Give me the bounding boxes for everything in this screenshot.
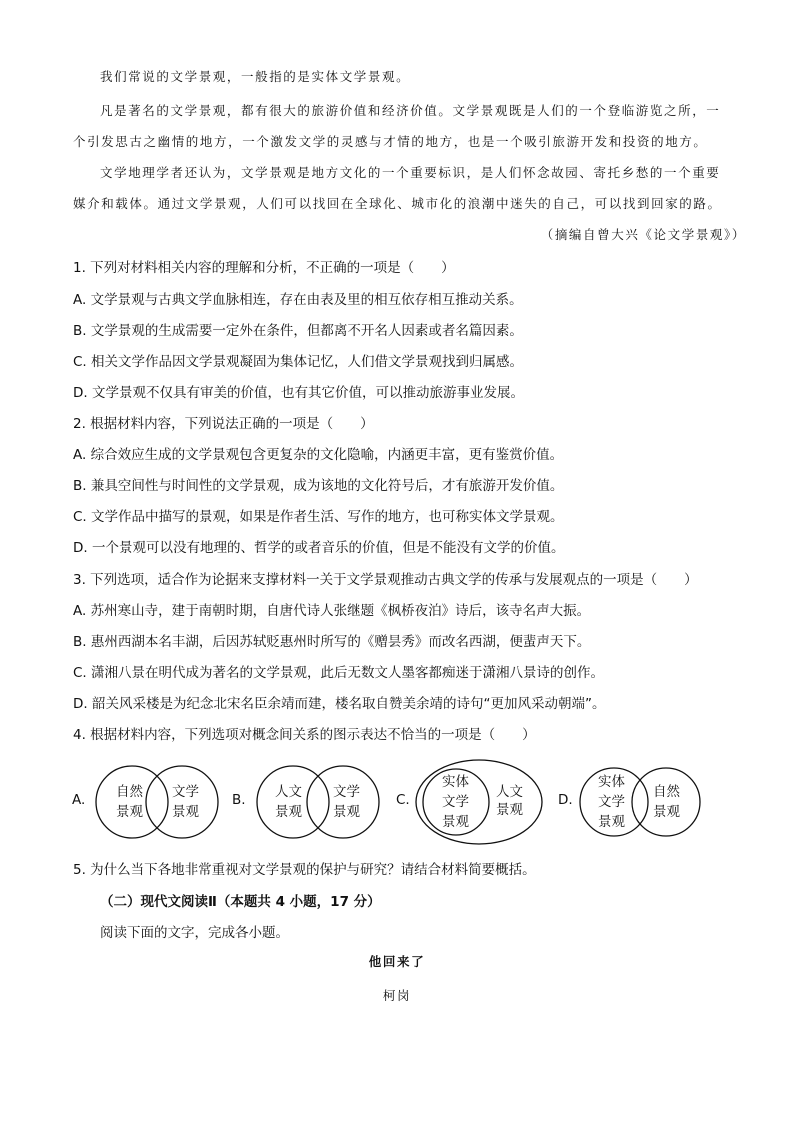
section-2-instruction: 阅读下面的文字，完成各小题。: [100, 925, 289, 941]
diagram-a-right-label-2: 景观: [172, 804, 199, 820]
diagram-b-right-circle: [307, 766, 379, 838]
question-4-stem: 4. 根据材料内容，下列选项对概念间关系的图示表达不恰当的一项是（ ）: [73, 727, 536, 743]
diagram-c-inner-label-3: 景观: [442, 814, 469, 830]
diagram-c-inner-label-2: 文学: [442, 794, 469, 810]
diagram-c-outer-label-1: 人文: [496, 784, 523, 800]
question-2-option-b: B. 兼具空间性与时间性的文学景观，成为该地的文化符号后，才有旅游开发价值。: [73, 478, 564, 494]
story-title: 他回来了: [368, 954, 426, 969]
question-2-option-c: C. 文学作品中描写的景观，如果是作者生活、写作的地方，也可称实体文学景观。: [73, 509, 564, 525]
passage-paragraph-2-line-2: 个引发思古之幽情的地方，一个激发文学的灵感与才情的地方，也是一个吸引旅游开发和投资的地方。: [73, 134, 708, 149]
diagram-a-left-label-1: 自然: [116, 784, 143, 800]
question-2-option-a: A. 综合效应生成的文学景观包含更复杂的文化隐喻，内涵更丰富，更有鉴赏价值。: [73, 447, 564, 463]
story-author: 柯岗: [382, 988, 412, 1003]
question-2-stem: 2. 根据材料内容，下列说法正确的一项是（ ）: [73, 416, 374, 432]
diagram-d-left-label-1: 实体: [598, 774, 625, 790]
question-3-stem: 3. 下列选项，适合作为论据来支撑材料一关于文学景观推动古典文学的传承与发展观点的一项是（ ）: [73, 572, 698, 588]
diagram-a-letter: A.: [72, 792, 86, 808]
passage-paragraph-3-line-2: 媒介和载体。通过文学景观，人们可以找回在全球化、城市化的浪潮中迷失的自己，可以找到回家的路。: [73, 196, 722, 211]
question-1-option-c: C. 相关文学作品因文学景观凝固为集体记忆，人们借文学景观找到归属感。: [73, 354, 524, 370]
diagram-c-venn: [414, 756, 546, 848]
question-2-option-d: D. 一个景观可以没有地理的、哲学的或者音乐的价值，但是不能没有文学的价值。: [73, 540, 565, 556]
diagram-d-venn: [578, 756, 702, 848]
diagram-a-left-label-2: 景观: [116, 804, 143, 820]
question-3-option-c: C. 潇湘八景在明代成为著名的文学景观，此后无数文人墨客都痴迷于潇湘八景诗的创作。: [73, 665, 605, 681]
question-1-stem: 1. 下列对材料相关内容的理解和分析，不正确的一项是（ ）: [73, 260, 455, 276]
question-5-stem: 5. 为什么当下各地非常重视对文学景观的保护与研究？请结合材料简要概括。: [73, 862, 536, 878]
diagram-b-right-label-2: 景观: [333, 804, 360, 820]
diagram-a-venn: [92, 756, 222, 848]
diagram-b-letter: B.: [232, 792, 246, 808]
diagram-a-right-label-1: 文学: [172, 784, 199, 800]
passage-paragraph-1: 我们常说的文学景观，一般指的是实体文学景观。: [100, 69, 411, 84]
diagram-d-right-circle: [632, 768, 700, 836]
passage-source: （摘编自曾大兴《论文学景观》）: [540, 227, 746, 242]
diagram-b-right-label-1: 文学: [333, 784, 360, 800]
diagram-b-left-label-1: 人文: [275, 784, 302, 800]
diagram-c-outer-ellipse: [416, 760, 542, 844]
question-1-option-d: D. 文学景观不仅具有审美的价值，也有其它价值，可以推动旅游事业发展。: [73, 385, 524, 401]
diagram-d-right-label-2: 景观: [653, 804, 680, 820]
diagram-b-left-label-2: 景观: [275, 804, 302, 820]
diagram-d-letter: D.: [558, 792, 573, 808]
passage-paragraph-2-line-1: 凡是著名的文学景观，都有很大的旅游价值和经济价值。文学景观既是人们的一个登临游览之所，一: [100, 103, 721, 118]
diagram-c-letter: C.: [396, 792, 410, 808]
diagram-b-venn: [253, 756, 383, 848]
diagram-d-left-label-2: 文学: [598, 794, 625, 810]
question-1-option-a: A. 文学景观与古典文学血脉相连，存在由表及里的相互依存相互推动关系。: [73, 292, 523, 308]
section-2-heading: （二）现代文阅读Ⅱ（本题共 4 小题，17 分）: [100, 894, 381, 910]
question-1-option-b: B. 文学景观的生成需要一定外在条件，但都离不开名人因素或者名篇因素。: [73, 323, 523, 339]
diagram-c-inner-label-1: 实体: [442, 774, 469, 790]
question-3-option-a: A. 苏州寒山寺，建于南朝时期，自唐代诗人张继题《枫桥夜泊》诗后，该寺名声大振。: [73, 603, 591, 619]
diagram-c-outer-label-2: 景观: [496, 802, 523, 818]
question-3-option-b: B. 惠州西湖本名丰湖，后因苏轼贬惠州时所写的《赠昙秀》而改名西湖，便蜚声天下。: [73, 634, 591, 650]
diagram-d-right-label-1: 自然: [653, 784, 680, 800]
diagram-a-right-circle: [146, 766, 218, 838]
passage-paragraph-3-line-1: 文学地理学者还认为，文学景观是地方文化的一个重要标识，是人们怀念故园、寄托乡愁的一个重要: [100, 165, 721, 180]
diagram-d-left-label-3: 景观: [598, 814, 625, 830]
question-3-option-d: D. 韶关风采楼是为纪念北宋名臣余靖而建，楼名取自赞美余靖的诗句“更加风采动朝端”。: [73, 696, 606, 712]
